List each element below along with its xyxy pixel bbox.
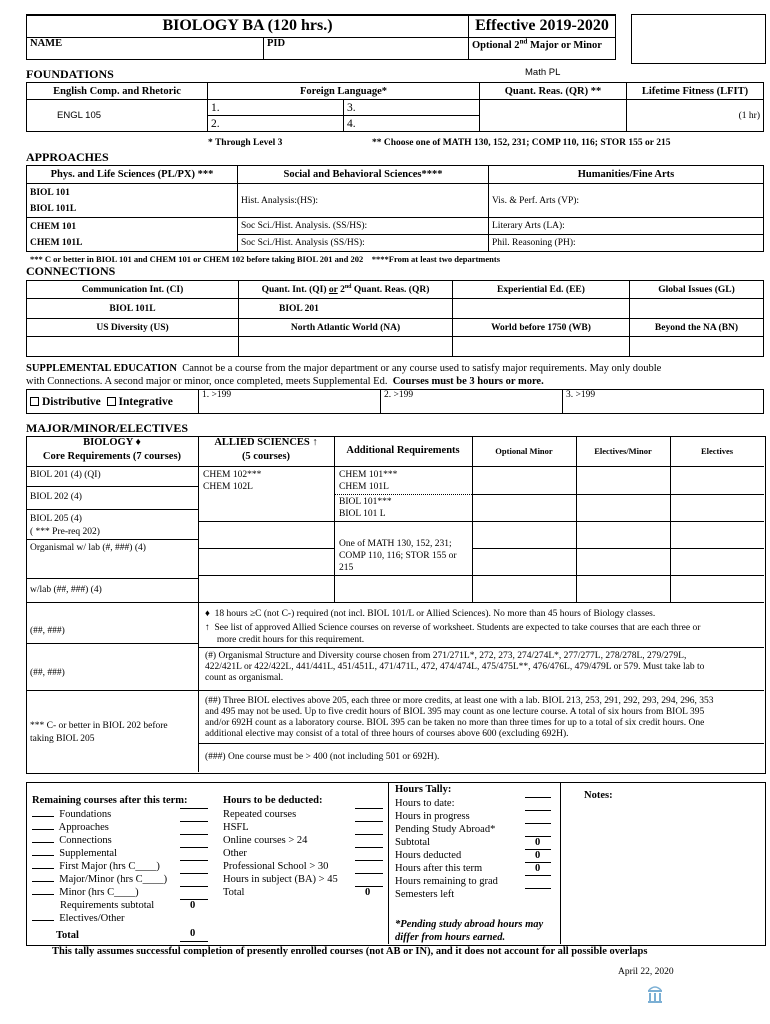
ded-online: Online courses > 24 (223, 834, 383, 847)
bio-core-2[interactable]: BIOL 202 (4) (30, 492, 82, 502)
rem-supplemental: Supplemental (32, 847, 212, 860)
notes-label: Notes: (584, 790, 613, 801)
note-allied: ↑ See list of approved Allied Science courses on reverse of worksheet. Students are expected to take courses that are each three or more credit hours for this requirement. (205, 623, 701, 645)
supplemental-text: SUPPLEMENTAL EDUCATION Cannot be a course from the major department or any course used to satisfy major requirements. May only double with Connections. A second major or minor, once completed, meets Supplemental Ed. Courses must be 3 hours or more. (26, 363, 662, 387)
ss-hs-cell-2[interactable]: Soc Sci./Hist. Analysis (SS/HS): (238, 235, 489, 252)
remaining-total-value: 0 (190, 928, 196, 939)
ded-repeated: Repeated courses (223, 808, 383, 821)
supp-slot-3[interactable]: 3. >199 (563, 390, 764, 414)
additional-header: Additional Requirements (334, 436, 473, 466)
pending-note: *Pending study abroad hours may differ from hours earned. (395, 919, 544, 943)
header-table (26, 14, 616, 60)
fl-slot-3[interactable]: 3. (344, 100, 480, 116)
rem-first-major: First Major (hrs C____) (32, 860, 212, 873)
rem-foundations: Foundations (32, 808, 212, 821)
fl-slot-4[interactable]: 4. (344, 116, 480, 132)
engl-105: ENGL 105 (27, 100, 208, 132)
pid-field[interactable]: PID (264, 37, 469, 59)
rem-major-minor: Major/Minor (hrs C____) (32, 873, 212, 886)
na-header: North Atlantic World (NA) (239, 319, 453, 337)
foundations-title: FOUNDATIONS (26, 67, 114, 81)
bio-core-7[interactable]: (##, ###) (30, 668, 65, 678)
foundations-table (26, 82, 764, 132)
bn-cell[interactable] (630, 337, 764, 357)
bio-core-3[interactable]: BIOL 205 (4) ( *** Pre-req 202) (30, 514, 100, 537)
ded-professional: Professional School > 30 (223, 860, 383, 873)
note-organismal: (#) Organismal Structure and Diversity course chosen from 271/271L*, 272, 273, 274/274L*, 277/277L, 278/278L, 279/279L, 422/421L or 422/422L, 441/441L, 451/451L, 471/471L, 472, 474/474L, 475/475L**, 476/476L, 479/479L or 579. Must take lab to count as organismal. (205, 651, 705, 683)
ded-other: Other (223, 847, 383, 860)
integrative-checkbox[interactable] (107, 397, 116, 406)
bio-core-6[interactable]: (##, ###) (30, 626, 65, 636)
quant-slot[interactable] (480, 100, 627, 132)
bio-core-4[interactable]: Organismal w/ lab (#, ###) (4) (30, 543, 146, 553)
photo-box (631, 14, 766, 64)
ee-cell[interactable] (453, 299, 630, 319)
foundations-note-2: ** Choose one of MATH 130, 152, 231; COMP 110, 116; STOR 155 or 215 (372, 138, 671, 148)
unc-logo (646, 984, 664, 1009)
na-cell[interactable] (239, 337, 453, 357)
tally-footer: This tally assumes successful completion of presently enrolled courses (not AB or IN), and it does not account for all possible overlaps (52, 946, 648, 957)
allied-header: ALLIED SCIENCES ↑ (5 courses) (198, 436, 335, 466)
lifetime-fitness-header: Lifetime Fitness (LFIT) (627, 83, 764, 100)
approaches-note: *** C or better in BIOL 101 and CHEM 101 or CHEM 102 before taking BIOL 201 and 202 ****From at least two departments (30, 254, 501, 264)
hs-cell[interactable]: Hist. Analysis:(HS): (238, 184, 489, 218)
additional-cell-3[interactable]: One of MATH 130, 152, 231; COMP 110, 116; STOR 155 or 215 (339, 539, 457, 573)
fl-slot-1[interactable]: 1. (208, 100, 344, 116)
ci-header: Communication Int. (CI) (27, 281, 239, 299)
major-notes (205, 608, 760, 646)
effective-year: Effective 2019-2020 (469, 15, 616, 37)
program-title: BIOLOGY BA (120 hrs.) (27, 15, 469, 37)
foreign-language-header: Foreign Language* (208, 83, 480, 100)
rem-connections: Connections (32, 834, 212, 847)
approaches-table (26, 165, 764, 252)
allied-cell-1[interactable]: CHEM 102*** CHEM 102L (203, 470, 262, 492)
bio-core-5[interactable]: w/lab (##, ###) (4) (30, 585, 102, 595)
electives-header: Electives (700, 446, 734, 456)
biology-header: BIOLOGY ♦ Core Requirements (7 courses) (26, 436, 199, 466)
optional-minor-header: Optional Minor (472, 436, 577, 466)
qi-header: Quant. Int. (QI) or 2nd Quant. Reas. (QR) (239, 281, 453, 299)
deducted-list (223, 808, 383, 899)
wb-cell[interactable] (453, 337, 630, 357)
connections-table (26, 280, 764, 357)
hrs-after-term: Hours after this term 0 (395, 862, 555, 875)
optional-major-field[interactable]: Optional 2nd Major or Minor (469, 37, 616, 59)
supp-slot-1[interactable]: 1. >199 (199, 390, 381, 414)
pl-cell-1[interactable]: BIOL 101 BIOL 101L (27, 184, 238, 218)
gl-header: Global Issues (GL) (630, 281, 764, 299)
major-title: MAJOR/MINOR/ELECTIVES (26, 421, 189, 435)
qi-cell[interactable]: BIOL 201 (239, 299, 453, 319)
hrs-semesters: Semesters left (395, 888, 555, 901)
quant-reasoning-header: Quant. Reas. (QR) ** (480, 83, 627, 100)
us-cell[interactable] (27, 337, 239, 357)
hrs-pending: Pending Study Abroad* (395, 823, 555, 836)
pl-cell-2[interactable]: CHEM 101 CHEM 101L (27, 218, 238, 252)
note-biology-hours: ♦ 18 hours ≥C (not C-) required (not incl. BIOL 101/L or Allied Sciences). No more than 45 hours of Biology classes. (205, 609, 656, 619)
distributive-checkbox[interactable] (30, 397, 39, 406)
approaches-title: APPROACHES (26, 150, 109, 164)
ss-header: Social and Behavioral Sciences**** (238, 166, 489, 184)
foundations-note-1: * Through Level 3 (208, 138, 283, 148)
rem-minor: Minor (hrs C____) (32, 886, 212, 899)
supplemental-table (26, 389, 764, 414)
math-pl: Math PL (525, 67, 561, 78)
rem-approaches: Approaches (32, 821, 212, 834)
wb-header: World before 1750 (WB) (453, 319, 630, 337)
ci-cell[interactable]: BIOL 101L (27, 299, 239, 319)
connections-title: CONNECTIONS (26, 264, 116, 278)
hours-list (395, 797, 555, 901)
remaining-list (32, 808, 212, 925)
ee-header: Experiential Ed. (EE) (453, 281, 630, 299)
bio-note: *** C- or better in BIOL 202 before taking BIOL 205 (30, 721, 168, 744)
ph-cell[interactable]: Phil. Reasoning (PH): (489, 235, 764, 252)
gl-cell[interactable] (630, 299, 764, 319)
english-header: English Comp. and Rhetoric (27, 83, 208, 100)
note-electives: (##) Three BIOL electives above 205, each three or more credits, at least one with a lab. BIOL 213, 253, 291, 292, 293, 294, 296, 353 and 495 may not be used. Up to five credit hours of BIOL 395 may count as one lecture course. A total of six hours from BIOL 395 and/or 692H count as a laboratory course. BIOL 395 can be taken no more than three times for up to a total of six credit hours. One additional elective may consist of a total of three hours of courses above 600 (excluding 692H). (205, 696, 714, 739)
hrs-subtotal: Subtotal 0 (395, 836, 555, 849)
additional-cell-1[interactable]: CHEM 101*** CHEM 101L (339, 470, 398, 492)
supp-slot-2[interactable]: 2. >199 (381, 390, 563, 414)
hum-header: Humanities/Fine Arts (489, 166, 764, 184)
ded-subject: Hours in subject (BA) > 45 (223, 873, 383, 886)
ded-hsfl: HSFL (223, 821, 383, 834)
name-field[interactable]: NAME (27, 37, 264, 59)
hrs-to-date: Hours to date: (395, 797, 555, 810)
supplemental-type: Distributive Integrative (27, 390, 199, 414)
ded-total: Total 0 (223, 886, 383, 899)
hrs-remaining: Hours remaining to grad (395, 875, 555, 888)
revision-date: April 22, 2020 (618, 967, 674, 977)
hours-tally-title: Hours Tally: (395, 784, 452, 795)
bio-core-1[interactable]: BIOL 201 (4) (QI) (30, 470, 101, 480)
electives-minor-header: Electives/Minor (576, 436, 671, 466)
ss-hs-cell-1[interactable]: Soc Sci./Hist. Analysis. (SS/HS): (238, 218, 489, 235)
hrs-in-progress: Hours in progress (395, 810, 555, 823)
rem-electives: Electives/Other (32, 912, 212, 925)
remaining-total: Total (56, 930, 79, 941)
bn-header: Beyond the NA (BN) (630, 319, 764, 337)
us-header: US Diversity (US) (27, 319, 239, 337)
additional-cell-2[interactable]: BIOL 101*** BIOL 101 L (339, 497, 392, 519)
lfit-slot[interactable]: (1 hr) (627, 100, 764, 132)
rem-subtotal: Requirements subtotal 0 (32, 899, 212, 912)
fl-slot-2[interactable]: 2. (208, 116, 344, 132)
vp-cell[interactable]: Vis. & Perf. Arts (VP): (489, 184, 764, 218)
remaining-title: Remaining courses after this term: (32, 795, 188, 806)
deducted-title: Hours to be deducted: (223, 795, 323, 806)
hrs-deducted: Hours deducted 0 (395, 849, 555, 862)
pl-header: Phys. and Life Sciences (PL/PX) *** (27, 166, 238, 184)
note-400: (###) One course must be > 400 (not including 501 or 692H). (205, 752, 440, 762)
notes-area[interactable] (566, 802, 758, 940)
la-cell[interactable]: Literary Arts (LA): (489, 218, 764, 235)
